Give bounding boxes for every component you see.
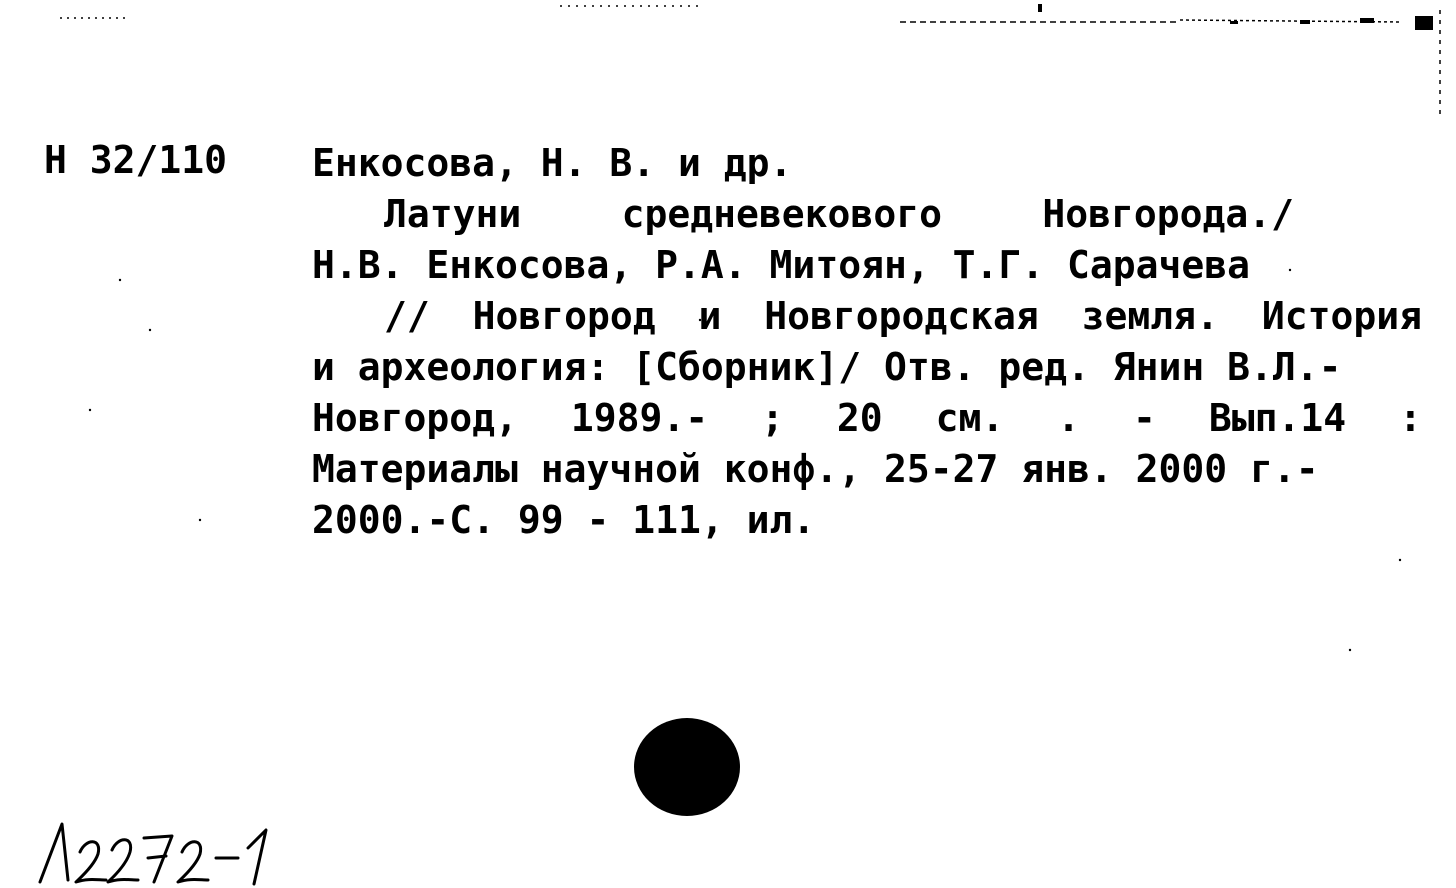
author-heading: Енкосова, Н. В. и др. [312, 141, 793, 185]
punch-hole [634, 718, 740, 816]
source-word: // [384, 294, 430, 338]
imprint-line [312, 393, 1422, 444]
handwritten-inventory-number [36, 808, 286, 888]
imprint-word: - [1133, 396, 1156, 440]
source-word: земля. [1081, 294, 1219, 338]
imprint-word: см. [935, 396, 1005, 440]
imprint-word: Вып.14 [1208, 396, 1347, 440]
bibliographic-entry [312, 138, 1422, 546]
imprint-word: . [1057, 396, 1081, 440]
source-line [312, 291, 1422, 342]
title-word: Новгорода./ [1042, 192, 1294, 236]
responsibility-statement: Н.В. Енкосова, Р.А. Митоян, Т.Г. Сарачева [312, 243, 1250, 287]
source-word: Новгородская [764, 294, 1039, 338]
materials-line: Материалы научной конф., 25-27 янв. 2000 г.- [312, 447, 1319, 491]
title-word: Латуни [384, 192, 522, 236]
imprint-word: 1989.- [570, 396, 709, 440]
imprint-word: Новгород, [312, 396, 518, 440]
imprint-word: 20 [836, 396, 883, 440]
source-word: и [698, 294, 722, 338]
title-word: средневекового [621, 192, 942, 236]
imprint-word: ; [761, 396, 784, 440]
source-word: История [1261, 294, 1422, 338]
shelfmark: Н 32/110 [44, 138, 228, 182]
source-word: Новгород [472, 294, 656, 338]
imprint-word: : [1399, 396, 1422, 440]
pages-line: 2000.-С. 99 - 111, ил. [312, 498, 816, 542]
title-line [312, 189, 1294, 240]
series-line: и археология: [Сборник]/ Отв. ред. Янин В.Л.- [312, 345, 1342, 389]
